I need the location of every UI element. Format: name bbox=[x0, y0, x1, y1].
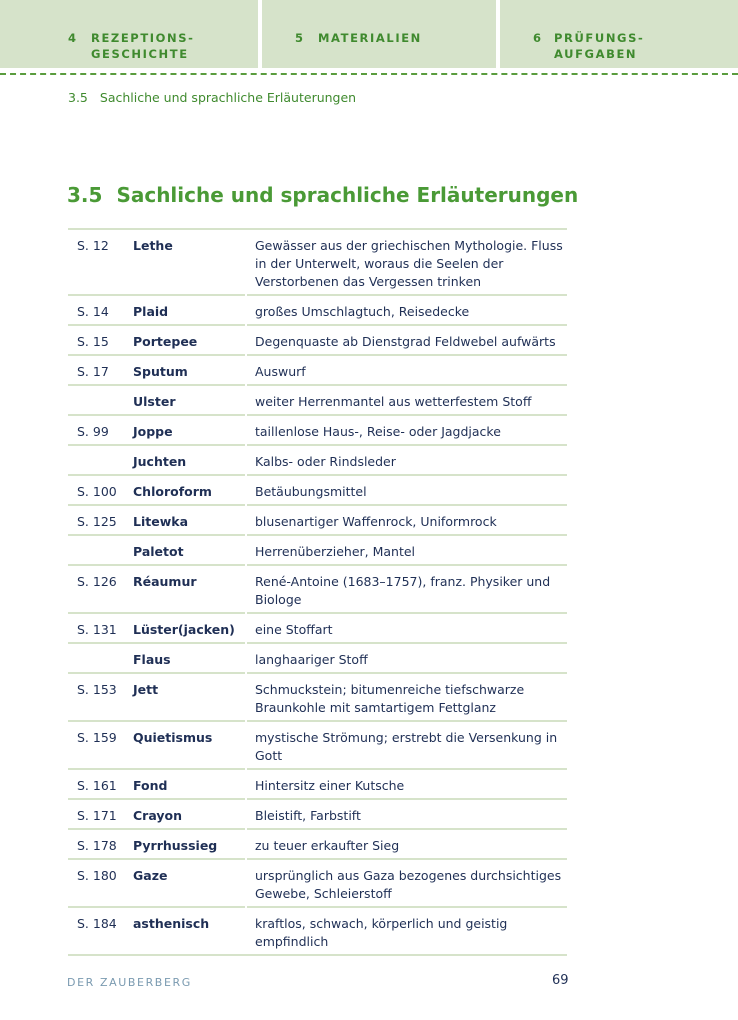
tab-number: 5 bbox=[295, 31, 305, 45]
page-ref: S. 12 bbox=[68, 229, 133, 295]
page-ref: S. 161 bbox=[68, 769, 133, 799]
glossary-definition: blusenartiger Waffenrock, Uniformrock bbox=[246, 505, 567, 535]
glossary-definition: ursprünglich aus Gaza bezogenes durchsichtiges Gewebe, Schleierstoff bbox=[246, 859, 567, 907]
glossary-definition: Betäubungsmittel bbox=[246, 475, 567, 505]
page-ref: S. 15 bbox=[68, 325, 133, 355]
tab-pruefungsaufgaben[interactable] bbox=[500, 0, 738, 68]
glossary-definition: Gewässer aus der griechischen Mythologie. Fluss in der Unterwelt, woraus die Seelen der Verstorbenen das Vergessen trinken bbox=[246, 229, 567, 295]
glossary-term: Jett bbox=[133, 673, 246, 721]
page-ref: S. 184 bbox=[68, 907, 133, 955]
glossary-row bbox=[68, 673, 567, 721]
glossary-row bbox=[68, 829, 567, 859]
glossary-term: Joppe bbox=[133, 415, 246, 445]
glossary-row bbox=[68, 535, 567, 565]
dashed-divider bbox=[0, 73, 738, 75]
glossary-row bbox=[68, 295, 567, 325]
glossary-term: Réaumur bbox=[133, 565, 246, 613]
glossary-row bbox=[68, 643, 567, 673]
glossary-definition: Auswurf bbox=[246, 355, 567, 385]
glossary-term: Plaid bbox=[133, 295, 246, 325]
page-ref bbox=[68, 535, 133, 565]
glossary-row bbox=[68, 445, 567, 475]
glossary-term: Lüster(jacken) bbox=[133, 613, 246, 643]
glossary-term: Juchten bbox=[133, 445, 246, 475]
glossary-definition: René-Antoine (1683–1757), franz. Physiker und Biologe bbox=[246, 565, 567, 613]
glossary-term: Pyrrhussieg bbox=[133, 829, 246, 859]
glossary-definition: eine Stoffart bbox=[246, 613, 567, 643]
chapter-tabs bbox=[0, 0, 738, 68]
glossary-definition: Degenquaste ab Dienstgrad Feldwebel aufwärts bbox=[246, 325, 567, 355]
glossary-row bbox=[68, 355, 567, 385]
glossary-row bbox=[68, 859, 567, 907]
glossary-definition: langhaariger Stoff bbox=[246, 643, 567, 673]
page-ref: S. 131 bbox=[68, 613, 133, 643]
glossary-definition: Kalbs- oder Rindsleder bbox=[246, 445, 567, 475]
glossary-term: Quietismus bbox=[133, 721, 246, 769]
running-header-title: Sachliche und sprachliche Erläuterungen bbox=[99, 90, 357, 105]
glossary-term: Fond bbox=[133, 769, 246, 799]
page-ref: S. 100 bbox=[68, 475, 133, 505]
page-number: 69 bbox=[552, 973, 569, 988]
tab-label: REZEPTIONS- GESCHICHTE bbox=[91, 31, 195, 61]
glossary-definition: Herrenüberzieher, Mantel bbox=[246, 535, 567, 565]
glossary-row bbox=[68, 769, 567, 799]
glossary-definition: Hintersitz einer Kutsche bbox=[246, 769, 567, 799]
page-ref bbox=[68, 643, 133, 673]
page-ref: S. 125 bbox=[68, 505, 133, 535]
page-ref: S. 17 bbox=[68, 355, 133, 385]
running-header bbox=[68, 90, 356, 105]
glossary-term: Sputum bbox=[133, 355, 246, 385]
glossary-row bbox=[68, 229, 567, 295]
glossary-definition: Schmuckstein; bitumenreiche tiefschwarze Braunkohle mit samtartigem Fettglanz bbox=[246, 673, 567, 721]
running-header-number: 3.5 bbox=[68, 90, 88, 105]
glossary-term: Paletot bbox=[133, 535, 246, 565]
page-ref: S. 178 bbox=[68, 829, 133, 859]
glossary-row bbox=[68, 565, 567, 613]
page-ref bbox=[68, 445, 133, 475]
glossary-table bbox=[68, 228, 567, 956]
glossary-row bbox=[68, 505, 567, 535]
page-ref: S. 171 bbox=[68, 799, 133, 829]
glossary-definition: großes Umschlagtuch, Reisedecke bbox=[246, 295, 567, 325]
glossary-row bbox=[68, 385, 567, 415]
glossary-row bbox=[68, 475, 567, 505]
glossary-definition: mystische Strömung; erstrebt die Versenkung in Gott bbox=[246, 721, 567, 769]
glossary-definition: weiter Herrenmantel aus wetterfestem Stoff bbox=[246, 385, 567, 415]
tab-rezeptionsgeschichte[interactable] bbox=[0, 0, 258, 68]
tab-number: 6 bbox=[533, 31, 543, 45]
glossary-term: Ulster bbox=[133, 385, 246, 415]
glossary-term: Lethe bbox=[133, 229, 246, 295]
glossary-term: Crayon bbox=[133, 799, 246, 829]
glossary-term: Chloroform bbox=[133, 475, 246, 505]
glossary-term: Portepee bbox=[133, 325, 246, 355]
tab-label: PRÜFUNGS- AUFGABEN bbox=[554, 31, 645, 61]
book-title: DER ZAUBERBERG bbox=[67, 976, 192, 989]
glossary-definition: taillenlose Haus-, Reise- oder Jagdjacke bbox=[246, 415, 567, 445]
page-ref: S. 159 bbox=[68, 721, 133, 769]
page-ref: S. 14 bbox=[68, 295, 133, 325]
glossary-term: asthenisch bbox=[133, 907, 246, 955]
page-ref: S. 180 bbox=[68, 859, 133, 907]
glossary-row bbox=[68, 325, 567, 355]
glossary-term: Flaus bbox=[133, 643, 246, 673]
glossary-row bbox=[68, 415, 567, 445]
page-ref: S. 153 bbox=[68, 673, 133, 721]
page-ref: S. 126 bbox=[68, 565, 133, 613]
tab-label: MATERIALIEN bbox=[318, 31, 422, 45]
glossary-term: Gaze bbox=[133, 859, 246, 907]
section-heading-number: 3.5 bbox=[67, 183, 103, 207]
tab-materialien[interactable] bbox=[262, 0, 496, 68]
glossary-row bbox=[68, 721, 567, 769]
page-ref bbox=[68, 385, 133, 415]
glossary-row bbox=[68, 907, 567, 955]
glossary-definition: Bleistift, Farbstift bbox=[246, 799, 567, 829]
glossary-definition: kraftlos, schwach, körperlich und geistig empfindlich bbox=[246, 907, 567, 955]
section-heading bbox=[67, 183, 578, 207]
glossary-definition: zu teuer erkaufter Sieg bbox=[246, 829, 567, 859]
glossary-term: Litewka bbox=[133, 505, 246, 535]
tab-number: 4 bbox=[68, 31, 78, 45]
section-heading-title: Sachliche und sprachliche Erläuterungen bbox=[116, 183, 579, 207]
glossary-row bbox=[68, 613, 567, 643]
page-ref: S. 99 bbox=[68, 415, 133, 445]
glossary-row bbox=[68, 799, 567, 829]
